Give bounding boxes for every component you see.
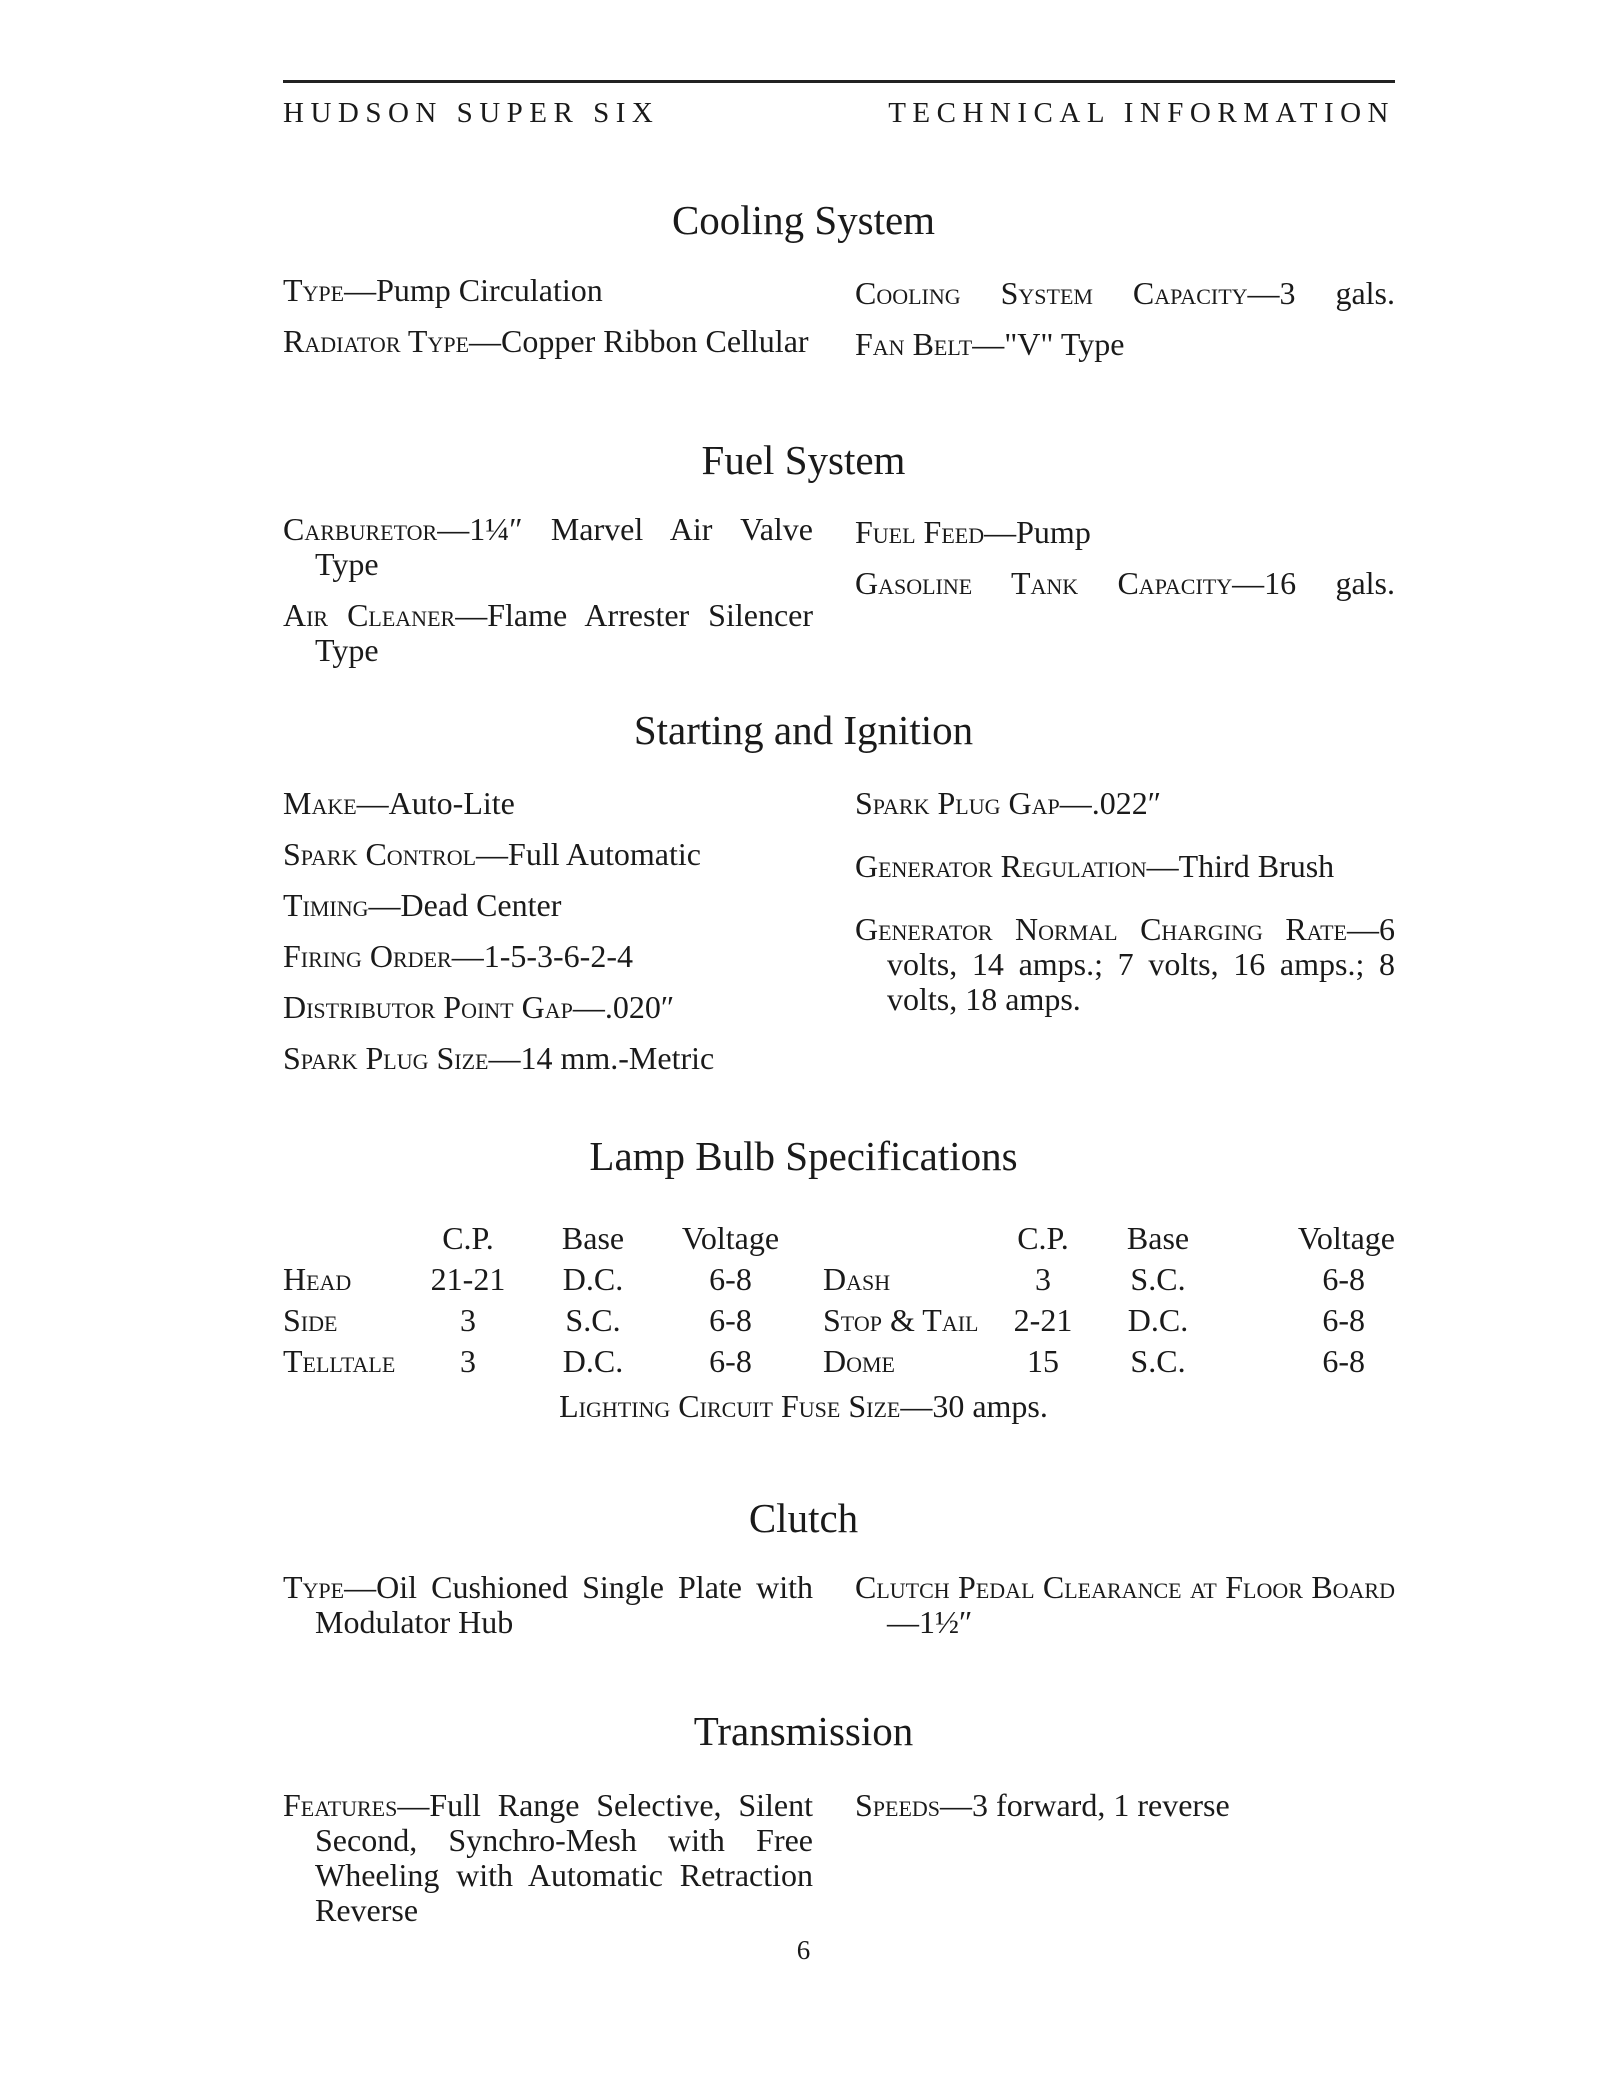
- header-subtitle: TECHNICAL INFORMATION: [888, 97, 1395, 129]
- starting-left-column: [283, 786, 813, 1076]
- lamp-voltage: 6-8: [1322, 1261, 1365, 1297]
- column-header: Voltage: [1297, 1220, 1395, 1256]
- lamp-voltage: 6-8: [1322, 1343, 1365, 1379]
- lamp-cp: 2-21: [1013, 1302, 1073, 1338]
- table-row: [283, 1300, 1395, 1341]
- lamp-base: D.C.: [1127, 1302, 1189, 1338]
- spec-entry: Carburetor—1¼″ Marvel Air Valve Type: [283, 511, 813, 582]
- lamp-base: S.C.: [1130, 1343, 1186, 1379]
- fuel-right-column: [855, 515, 1395, 601]
- table-header-row: [283, 1218, 1395, 1259]
- lamp-name: Dash: [823, 1261, 891, 1297]
- starting-right-column: [855, 786, 1395, 1017]
- clutch-left-column: [283, 1570, 813, 1640]
- section-title-cooling: Cooling System: [671, 197, 936, 243]
- spec-entry: Generator Normal Charging Rate—6 volts, 14 amps.; 7 volts, 16 amps.; 8 volts, 18 amps.: [855, 911, 1395, 1017]
- lamp-name: Telltale: [283, 1343, 396, 1379]
- spec-entry: Timing—Dead Center: [283, 887, 562, 923]
- lamp-voltage: 6-8: [709, 1302, 752, 1338]
- section-title-fuel: Fuel System: [701, 437, 906, 483]
- spec-entry: Spark Control—Full Automatic: [283, 836, 701, 872]
- spec-entry: Spark Plug Gap—.022″: [855, 785, 1162, 821]
- column-header: C.P.: [1017, 1220, 1069, 1256]
- clutch-right-column: [855, 1570, 1395, 1640]
- spec-entry: Distributor Point Gap—.020″: [283, 989, 675, 1025]
- spec-entry: Spark Plug Size—14 mm.-Metric: [283, 1040, 715, 1076]
- cooling-right-column: [855, 276, 1395, 362]
- page-number: 6: [796, 1935, 811, 1965]
- cooling-left-column: [283, 273, 813, 359]
- lamp-cp: 3: [1035, 1261, 1051, 1297]
- lamp-voltage: 6-8: [709, 1261, 752, 1297]
- lamp-cp: 21-21: [430, 1261, 506, 1297]
- spec-entry: Gasoline Tank Capacity—16 gals.: [855, 565, 1395, 601]
- lamp-base: S.C.: [565, 1302, 621, 1338]
- lamp-cp: 3: [460, 1302, 476, 1338]
- spec-entry: Fan Belt—"V" Type: [855, 326, 1125, 362]
- column-header: C.P.: [442, 1220, 494, 1256]
- spec-entry: Fuel Feed—Pump: [855, 514, 1091, 550]
- lamp-name: Dome: [823, 1343, 895, 1379]
- spec-entry: Features—Full Range Selective, Silent Second, Synchro-Mesh with Free Wheeling with Automatic Retraction Reverse: [283, 1787, 813, 1928]
- header-rule: [283, 80, 1395, 83]
- column-header: Base: [561, 1220, 625, 1256]
- column-header: Base: [1126, 1220, 1190, 1256]
- spec-entry: Make—Auto-Lite: [283, 785, 515, 821]
- spec-entry: Type—Oil Cushioned Single Plate with Modulator Hub: [283, 1569, 813, 1640]
- spec-entry: Radiator Type—Copper Ribbon Cellular: [283, 323, 809, 359]
- spec-entry: Air Cleaner—Flame Arrester Silencer Type: [283, 597, 814, 668]
- transmission-left-column: [283, 1788, 813, 1928]
- lamp-name: Stop & Tail: [823, 1302, 979, 1338]
- fuel-left-column: [283, 512, 813, 668]
- section-title-lamp: Lamp Bulb Specifications: [589, 1133, 1018, 1179]
- header-title: HUDSON SUPER SIX: [283, 97, 660, 129]
- spec-entry: Clutch Pedal Clearance at Floor Board—1½″: [855, 1569, 1395, 1640]
- spec-entry: Speeds—3 forward, 1 reverse: [855, 1787, 1230, 1823]
- column-header: Voltage: [681, 1220, 780, 1256]
- spec-entry: Cooling System Capacity—3 gals.: [855, 275, 1395, 311]
- lamp-base: S.C.: [1130, 1261, 1186, 1297]
- table-row: [283, 1341, 1395, 1382]
- section-title-starting: Starting and Ignition: [633, 707, 974, 753]
- section-title-clutch: Clutch: [748, 1495, 859, 1541]
- transmission-right-column: [855, 1788, 1395, 1823]
- lamp-name: Head: [283, 1261, 352, 1297]
- table-row: [283, 1259, 1395, 1300]
- lamp-voltage: 6-8: [709, 1343, 752, 1379]
- lamp-cp: 3: [460, 1343, 476, 1379]
- lamp-cp: 15: [1027, 1343, 1059, 1379]
- fuse-size-line: Lighting Circuit Fuse Size—30 amps.: [559, 1388, 1048, 1424]
- lamp-voltage: 6-8: [1322, 1302, 1365, 1338]
- running-header: [283, 97, 1395, 130]
- lamp-name: Side: [283, 1302, 338, 1338]
- spec-entry: Firing Order—1-5-3-6-2-4: [283, 938, 633, 974]
- lamp-base: D.C.: [562, 1261, 624, 1297]
- lamp-base: D.C.: [562, 1343, 624, 1379]
- lamp-bulb-table: [283, 1218, 1395, 1382]
- section-title-transmission: Transmission: [693, 1708, 914, 1754]
- spec-entry: Generator Regulation—Third Brush: [855, 848, 1335, 884]
- spec-entry: Type—Pump Circulation: [283, 272, 603, 308]
